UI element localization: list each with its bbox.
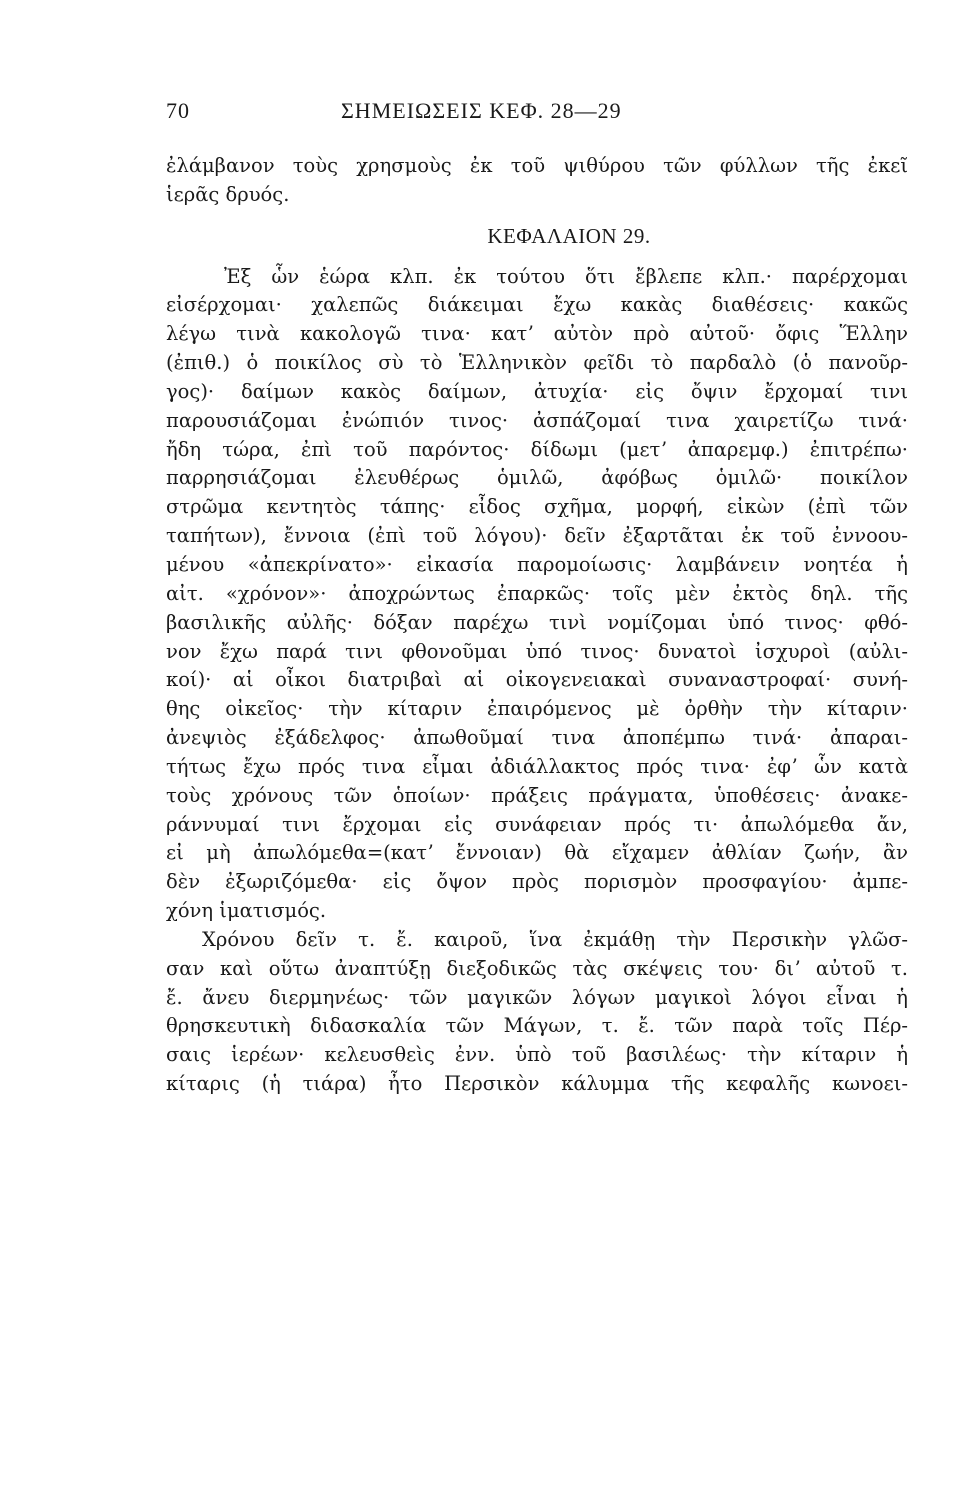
- text-line: τήτως ἔχω πρός τινα εἶμαι ἀδιάλλακτος πρός τινα· ἐφʼ ὧν κατὰ: [166, 754, 908, 778]
- text-line: παρρησιάζομαι ἐλευθέρως ὁμιλῶ, ἀφόβως ὁμιλῶ· ποικίλον: [166, 466, 908, 490]
- text-line: χόνη ἱματισμός.: [166, 899, 327, 923]
- text-line: θρησκευτικὴ διδασκαλία τῶν Μάγων, τ. ἔ. τῶν παρὰ τοῖς Πέρ-: [166, 1014, 908, 1038]
- text-line: θης οἰκεῖος· τὴν κίταριν ἐπαιρόμενος μὲ ὀρθὴν τὴν κίταριν·: [166, 697, 908, 721]
- text-line: ἱερᾶς δρυός.: [166, 182, 290, 206]
- page-body: [166, 152, 908, 1099]
- text-line: (ἐπιθ.) ὁ ποικίλος σὺ τὸ Ἑλληνικὸν φεῖδι τὸ παρδαλὸ (ὁ πανοῦρ-: [166, 351, 908, 375]
- text-line: μένου «ἀπεκρίνατο»· εἰκασία παρομοίωσις· λαμβάνειν νοητέα ἡ: [166, 552, 908, 576]
- text-line: ἐλάμβανον τοὺς χρησμοὺς ἐκ τοῦ ψιθύρου τῶν φύλλων τῆς ἐκεῖ: [166, 154, 908, 177]
- text-line: Ἐξ ὧν ἑώρα κλπ. ἐκ τούτου ὅτι ἔβλεπε κλπ.· παρέρχομαι: [224, 264, 908, 288]
- text-line: λέγω τινὰ κακολογῶ τινα· κατʼ αὐτὸν πρὸ αὐτοῦ· ὄφις Ἕλλην: [166, 322, 908, 346]
- text-line: ἤδη τώρα, ἐπὶ τοῦ παρόντος· δίδωμι (μετʼ ἀπαρεμφ.) ἐπιτρέπω·: [166, 437, 908, 461]
- text-line: τοὺς χρόνους τῶν ὁποίων· πράξεις πράγματα, ὑποθέσεις· ἀνακε-: [166, 783, 908, 807]
- spacer: [166, 251, 908, 263]
- text-line: σαις ἱερέων· κελευσθεὶς ἐνν. ὑπὸ τοῦ βασιλέως· τὴν κίταριν ἡ: [166, 1043, 908, 1067]
- text-line: Χρόνου δεῖν τ. ἔ. καιροῦ, ἵνα ἐκμάθῃ τὴν Περσικὴν γλῶσ-: [202, 927, 908, 951]
- chapter-heading: ΚΕΦΑΛΑΙΟΝ 29.: [487, 223, 651, 248]
- text-line: κοί)· αἱ οἶκοι διατριβαὶ αἱ οἰκογενειακαὶ συναναστροφαί· συνή-: [166, 668, 908, 692]
- text-line: κίταρις (ἡ τιάρα) ἦτο Περσικὸν κάλυμμα τῆς κεφαλῆς κωνοει-: [166, 1072, 908, 1096]
- running-title: ΣΗΜΕΙΩΣΕΙΣ ΚΕΦ. 28—29: [341, 98, 622, 123]
- text-line: σαν καὶ οὕτω ἀναπτύξῃ διεξοδικῶς τὰς σκέψεις του· διʼ αὐτοῦ τ.: [166, 956, 908, 980]
- spacer: [166, 210, 908, 222]
- text-line: ἀνεψιὸς ἐξάδελφος· ἀπωθοῦμαί τινα ἀποπέμπω τινά· ἀπαραι-: [166, 726, 908, 750]
- text-line: εἰσέρχομαι· χαλεπῶς διάκειμαι ἔχω κακὰς διαθέσεις· κακῶς: [166, 293, 908, 317]
- text-line: εἰ μὴ ἀπωλόμεθα=(κατʼ ἔννοιαν) θὰ εἴχαμεν ἀθλίαν ζωήν, ἂν: [166, 841, 908, 865]
- page-number: 70: [166, 98, 190, 123]
- text-line: νον ἔχω παρά τινι φθονοῦμαι ὑπό τινος· δυνατοὶ ἰσχυροὶ (αὐλι-: [166, 639, 908, 663]
- text-line: παρουσιάζομαι ἐνώπιόν τινος· ἀσπάζομαί τινα χαιρετίζω τινά·: [166, 408, 908, 432]
- text-line: ἔ. ἄνευ διερμηνέως· τῶν μαγικῶν λόγων μαγικοὶ λόγοι εἶναι ἡ: [166, 985, 908, 1009]
- text-line: στρῶμα κεντητὸς τάπης· εἶδος σχῆμα, μορφή, εἰκὼν (ἐπὶ τῶν: [166, 495, 908, 519]
- text-line: ράννυμαί τινι ἔρχομαι εἰς συνάφειαν πρός τι· ἀπωλόμεθα ἄν,: [166, 812, 908, 836]
- text-line: αἰτ. «χρόνον»· ἀποχρώντως ἐπαρκῶς· τοῖς μὲν ἐκτὸς δηλ. τῆς: [166, 581, 908, 605]
- text-line: γος)· δαίμων κακὸς δαίμων, ἀτυχία· εἰς ὄψιν ἔρχομαί τινι: [166, 379, 908, 403]
- text-line: ταπήτων), ἔννοια (ἐπὶ τοῦ λόγου)· δεῖν ἐξαρτᾶται ἐκ τοῦ ἐννοου-: [166, 524, 908, 548]
- text-line: δὲν ἐξωριζόμεθα· εἰς ὄψον πρὸς πορισμὸν προσφαγίου· ἀμπε-: [166, 870, 908, 894]
- text-line: βασιλικῆς αὐλῆς· δόξαν παρέχω τινὶ νομίζομαι ὑπό τινος· φθό-: [166, 610, 908, 634]
